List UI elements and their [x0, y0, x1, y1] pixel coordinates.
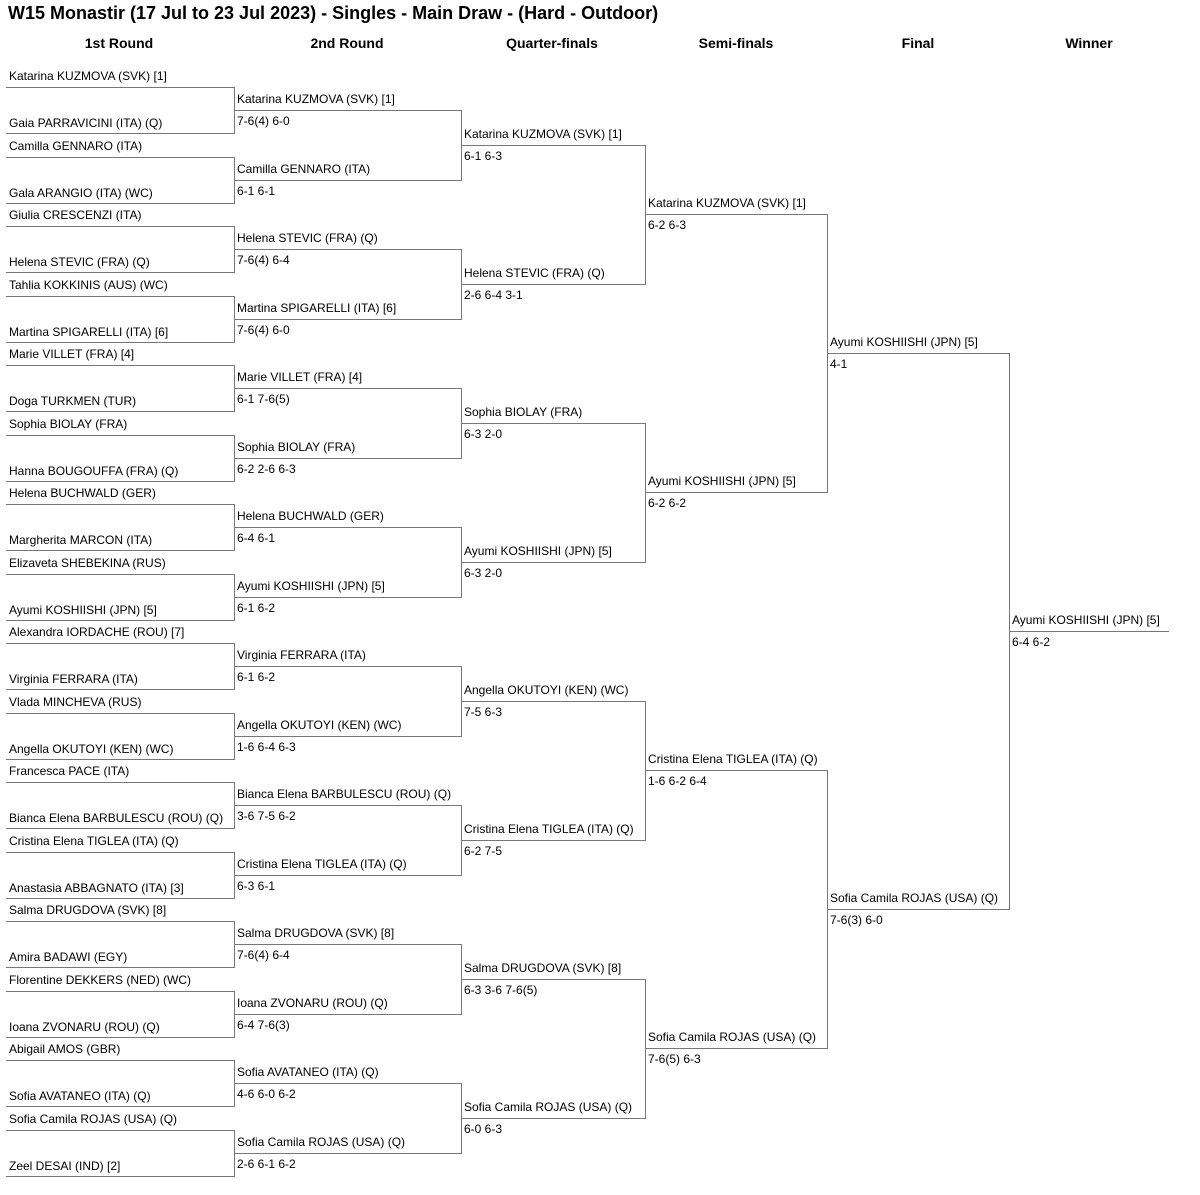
- player-entry: Sofia AVATANEO (ITA) (Q): [9, 1089, 151, 1103]
- player-entry: Virginia FERRARA (ITA): [9, 672, 138, 686]
- match-winner: Sofia Camila ROJAS (USA) (Q): [648, 1030, 817, 1044]
- match-winner: Sophia BIOLAY (FRA): [237, 440, 356, 454]
- player-entry: Florentine DEKKERS (NED) (WC): [9, 973, 192, 987]
- bracket-line: [6, 1060, 234, 1061]
- bracket-line: [234, 458, 461, 459]
- match-winner: Virginia FERRARA (ITA): [237, 648, 366, 662]
- player-entry: Tahlia KOKKINIS (AUS) (WC): [9, 278, 168, 292]
- bracket-line: [6, 133, 234, 134]
- match-winner: Angella OKUTOYI (KEN) (WC): [464, 683, 629, 697]
- bracket-line: [6, 342, 234, 343]
- round-header: Semi-finals: [698, 35, 774, 51]
- match-score: 6-3 2-0: [464, 566, 503, 580]
- bracket-line: [645, 423, 646, 563]
- bracket-line: [234, 597, 461, 598]
- match-score: 2-6 6-4 3-1: [464, 288, 523, 302]
- player-entry: Martina SPIGARELLI (ITA) [6]: [9, 325, 169, 339]
- bracket-line: [6, 411, 234, 412]
- bracket-line: [6, 713, 234, 714]
- player-entry: Doga TURKMEN (TUR): [9, 394, 137, 408]
- match-score: 3-6 7-5 6-2: [237, 809, 296, 823]
- match-score: 6-4 7-6(3): [237, 1018, 290, 1032]
- bracket-line: [6, 435, 234, 436]
- match-winner: Ayumi KOSHIISHI (JPN) [5]: [648, 474, 796, 488]
- bracket-line: [6, 272, 234, 273]
- bracket-line: [645, 492, 827, 493]
- match-winner: Helena STEVIC (FRA) (Q): [464, 266, 605, 280]
- match-score: 6-0 6-3: [464, 1122, 503, 1136]
- match-score: 1-6 6-4 6-3: [237, 740, 296, 754]
- bracket-line: [234, 805, 461, 806]
- bracket-line: [6, 1106, 234, 1107]
- player-entry: Bianca Elena BARBULESCU (ROU) (Q): [9, 811, 224, 825]
- bracket-line: [645, 701, 646, 841]
- bracket-line: [461, 979, 645, 980]
- match-winner: Ayumi KOSHIISHI (JPN) [5]: [237, 579, 385, 593]
- bracket-line: [6, 967, 234, 968]
- match-score: 6-4 6-2: [1012, 635, 1051, 649]
- match-winner: Camilla GENNARO (ITA): [237, 162, 371, 176]
- match-winner: Sofia Camila ROJAS (USA) (Q): [464, 1100, 633, 1114]
- bracket-line: [645, 145, 646, 285]
- bracket-line: [6, 921, 234, 922]
- bracket-line: [461, 701, 645, 702]
- bracket-line: [6, 759, 234, 760]
- bracket-line: [234, 388, 461, 389]
- player-entry: Gaia PARRAVICINI (ITA) (Q): [9, 116, 163, 130]
- match-score: 6-1 6-2: [237, 601, 276, 615]
- match-winner: Marie VILLET (FRA) [4]: [237, 370, 363, 384]
- bracket-line: [6, 481, 234, 482]
- match-winner: Katarina KUZMOVA (SVK) [1]: [464, 127, 622, 141]
- bracket-line: [234, 527, 461, 528]
- player-entry: Abigail AMOS (GBR): [9, 1042, 121, 1056]
- player-entry: Zeel DESAI (IND) [2]: [9, 1159, 121, 1173]
- match-winner: Helena STEVIC (FRA) (Q): [237, 231, 378, 245]
- player-entry: Angella OKUTOYI (KEN) (WC): [9, 742, 174, 756]
- player-entry: Francesca PACE (ITA): [9, 764, 130, 778]
- bracket-line: [6, 365, 234, 366]
- match-score: 1-6 6-2 6-4: [648, 774, 707, 788]
- player-entry: Alexandra IORDACHE (ROU) [7]: [9, 625, 185, 639]
- bracket-line: [6, 898, 234, 899]
- bracket-line: [234, 875, 461, 876]
- match-score: 6-2 2-6 6-3: [237, 462, 296, 476]
- player-entry: Giulia CRESCENZI (ITA): [9, 208, 142, 222]
- player-entry: Gala ARANGIO (ITA) (WC): [9, 186, 153, 200]
- bracket-line: [461, 840, 645, 841]
- player-entry: Sophia BIOLAY (FRA): [9, 417, 128, 431]
- bracket-line: [645, 1048, 827, 1049]
- player-entry: Helena STEVIC (FRA) (Q): [9, 255, 150, 269]
- bracket-line: [234, 110, 461, 111]
- bracket-line: [6, 87, 234, 88]
- player-entry: Vlada MINCHEVA (RUS): [9, 695, 142, 709]
- match-score: 6-2 7-5: [464, 844, 503, 858]
- match-score: 7-6(4) 6-4: [237, 948, 290, 962]
- match-score: 7-6(4) 6-4: [237, 253, 290, 267]
- player-entry: Hanna BOUGOUFFA (FRA) (Q): [9, 464, 179, 478]
- bracket-line: [234, 180, 461, 181]
- match-score: 6-2 6-2: [648, 496, 687, 510]
- match-score: 7-6(4) 6-0: [237, 323, 290, 337]
- match-score: 6-3 3-6 7-6(5): [464, 983, 538, 997]
- round-header: Quarter-finals: [506, 35, 598, 51]
- player-entry: Elizaveta SHEBEKINA (RUS): [9, 556, 166, 570]
- bracket-line: [234, 666, 461, 667]
- match-score: 2-6 6-1 6-2: [237, 1157, 296, 1171]
- bracket-line: [6, 574, 234, 575]
- match-winner: Sofia Camila ROJAS (USA) (Q): [830, 891, 999, 905]
- match-winner: Bianca Elena BARBULESCU (ROU) (Q): [237, 787, 452, 801]
- player-entry: Sofia Camila ROJAS (USA) (Q): [9, 1112, 178, 1126]
- bracket-line: [645, 214, 827, 215]
- bracket-line: [234, 249, 461, 250]
- bracket-line: [6, 991, 234, 992]
- match-winner: Ayumi KOSHIISHI (JPN) [5]: [464, 544, 612, 558]
- match-score: 7-6(3) 6-0: [830, 913, 883, 927]
- match-score: 6-1 6-3: [464, 149, 503, 163]
- match-winner: Ayumi KOSHIISHI (JPN) [5]: [830, 335, 978, 349]
- match-winner: Katarina KUZMOVA (SVK) [1]: [237, 92, 395, 106]
- bracket-line: [6, 643, 234, 644]
- bracket-line: [461, 145, 645, 146]
- match-score: 4-6 6-0 6-2: [237, 1087, 296, 1101]
- match-winner: Angella OKUTOYI (KEN) (WC): [237, 718, 402, 732]
- match-score: 6-2 6-3: [648, 218, 687, 232]
- match-score: 6-3 2-0: [464, 427, 503, 441]
- match-winner: Cristina Elena TIGLEA (ITA) (Q): [464, 822, 634, 836]
- bracket-line: [234, 944, 461, 945]
- player-entry: Salma DRUGDOVA (SVK) [8]: [9, 903, 167, 917]
- bracket-line: [6, 157, 234, 158]
- round-header: 1st Round: [84, 35, 154, 51]
- bracket-line: [6, 689, 234, 690]
- match-winner: Cristina Elena TIGLEA (ITA) (Q): [648, 752, 818, 766]
- bracket-line: [461, 423, 645, 424]
- player-entry: Anastasia ABBAGNATO (ITA) [3]: [9, 881, 184, 895]
- bracket-line: [6, 1037, 234, 1038]
- player-entry: Ioana ZVONARU (ROU) (Q): [9, 1020, 160, 1034]
- bracket-line: [645, 979, 646, 1119]
- bracket-line: [645, 770, 827, 771]
- bracket-line: [6, 226, 234, 227]
- match-winner: Martina SPIGARELLI (ITA) [6]: [237, 301, 397, 315]
- bracket-line: [6, 828, 234, 829]
- bracket-line: [234, 736, 461, 737]
- match-winner: Salma DRUGDOVA (SVK) [8]: [237, 926, 395, 940]
- match-score: 6-1 6-1: [237, 184, 276, 198]
- match-winner: Katarina KUZMOVA (SVK) [1]: [648, 196, 806, 210]
- match-winner: Helena BUCHWALD (GER): [237, 509, 384, 523]
- bracket-line: [6, 852, 234, 853]
- player-entry: Margherita MARCON (ITA): [9, 533, 153, 547]
- match-winner: Sofia Camila ROJAS (USA) (Q): [237, 1135, 406, 1149]
- match-score: 6-4 6-1: [237, 531, 276, 545]
- match-score: 4-1: [830, 357, 848, 371]
- match-winner: Salma DRUGDOVA (SVK) [8]: [464, 961, 622, 975]
- match-winner: Sofia AVATANEO (ITA) (Q): [237, 1065, 379, 1079]
- bracket-line: [461, 1118, 645, 1119]
- page-title: W15 Monastir (17 Jul to 23 Jul 2023) - Singles - Main Draw - (Hard - Outdoor): [8, 3, 659, 23]
- player-entry: Helena BUCHWALD (GER): [9, 486, 156, 500]
- bracket-line: [6, 504, 234, 505]
- bracket-line: [6, 782, 234, 783]
- match-winner: Cristina Elena TIGLEA (ITA) (Q): [237, 857, 407, 871]
- bracket-line: [1009, 631, 1169, 632]
- bracket-line: [6, 620, 234, 621]
- round-header: 2nd Round: [310, 35, 384, 51]
- match-score: 6-3 6-1: [237, 879, 276, 893]
- bracket-line: [234, 1014, 461, 1015]
- bracket-line: [6, 203, 234, 204]
- match-winner: Sophia BIOLAY (FRA): [464, 405, 583, 419]
- bracket-line: [6, 550, 234, 551]
- match-score: 7-6(5) 6-3: [648, 1052, 701, 1066]
- round-header: Final: [901, 35, 935, 51]
- bracket-line: [827, 353, 1009, 354]
- bracket-line: [6, 1176, 234, 1177]
- bracket-line: [6, 1130, 234, 1131]
- player-entry: Katarina KUZMOVA (SVK) [1]: [9, 69, 167, 83]
- player-entry: Cristina Elena TIGLEA (ITA) (Q): [9, 834, 179, 848]
- player-entry: Ayumi KOSHIISHI (JPN) [5]: [9, 603, 157, 617]
- match-winner: Ioana ZVONARU (ROU) (Q): [237, 996, 388, 1010]
- bracket-line: [461, 284, 645, 285]
- round-header: Winner: [1065, 35, 1113, 51]
- bracket-line: [234, 319, 461, 320]
- player-entry: Marie VILLET (FRA) [4]: [9, 347, 135, 361]
- bracket-line: [6, 296, 234, 297]
- player-entry: Camilla GENNARO (ITA): [9, 139, 143, 153]
- bracket-line: [461, 562, 645, 563]
- bracket-line: [234, 1153, 461, 1154]
- match-winner: Ayumi KOSHIISHI (JPN) [5]: [1012, 613, 1160, 627]
- match-score: 7-5 6-3: [464, 705, 503, 719]
- match-score: 6-1 7-6(5): [237, 392, 290, 406]
- match-score: 6-1 6-2: [237, 670, 276, 684]
- match-score: 7-6(4) 6-0: [237, 114, 290, 128]
- player-entry: Amira BADAWI (EGY): [9, 950, 128, 964]
- bracket-line: [827, 909, 1009, 910]
- bracket-line: [234, 1083, 461, 1084]
